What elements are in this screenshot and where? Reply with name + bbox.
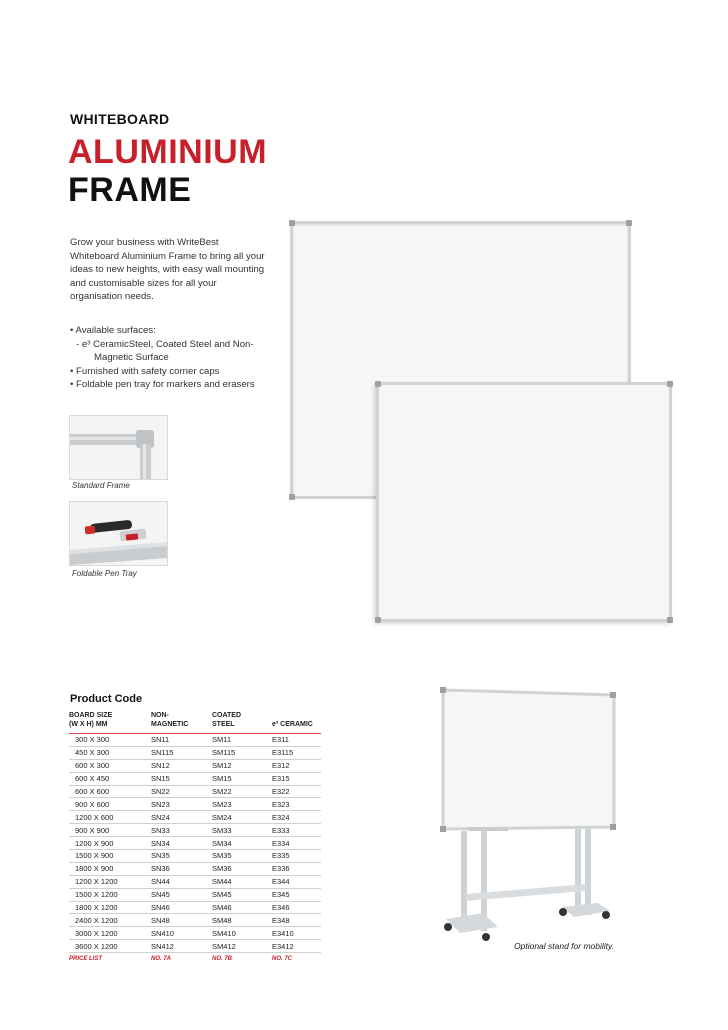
cell-non-magnetic: SN35 <box>151 850 212 863</box>
cell-coated-steel: SM46 <box>212 901 272 914</box>
cell-ceramic: E334 <box>272 837 321 850</box>
price-list-nonmag: NO. 7A <box>151 956 172 963</box>
cell-non-magnetic: SN410 <box>151 927 212 940</box>
cell-coated-steel: SM45 <box>212 888 272 901</box>
cell-board-size: 600 X 300 <box>69 759 151 772</box>
cell-non-magnetic: SN23 <box>151 798 212 811</box>
cell-ceramic: E346 <box>272 901 321 914</box>
feature-subitem: Magnetic Surface <box>94 352 169 363</box>
cell-ceramic: E344 <box>272 875 321 888</box>
table-row <box>69 824 321 837</box>
cell-non-magnetic: SN15 <box>151 772 212 785</box>
cell-board-size: 1800 X 900 <box>69 862 151 875</box>
table-row <box>69 914 321 927</box>
cell-board-size: 900 X 900 <box>69 824 151 837</box>
header-non-magnetic: NON- MAGNETIC <box>151 712 212 734</box>
cell-non-magnetic: SN34 <box>151 837 212 850</box>
cell-board-size: 1500 X 900 <box>69 850 151 863</box>
price-list-label: PRICE LIST <box>69 956 103 963</box>
cell-non-magnetic: SN36 <box>151 862 212 875</box>
cell-coated-steel: SM36 <box>212 862 272 875</box>
page-title-red: ALUMINIUM <box>68 133 268 171</box>
standard-frame-image <box>69 415 168 480</box>
cell-coated-steel: SM35 <box>212 850 272 863</box>
cell-coated-steel: SM34 <box>212 837 272 850</box>
table-row <box>69 785 321 798</box>
cell-non-magnetic: SN48 <box>151 914 212 927</box>
cell-board-size: 2400 X 1200 <box>69 914 151 927</box>
cell-board-size: 1800 X 1200 <box>69 901 151 914</box>
cell-board-size: 900 X 600 <box>69 798 151 811</box>
cell-board-size: 1200 X 1200 <box>69 875 151 888</box>
cell-non-magnetic: SN12 <box>151 759 212 772</box>
cell-ceramic: E323 <box>272 798 321 811</box>
table-row <box>69 746 321 759</box>
cell-ceramic: E333 <box>272 824 321 837</box>
cell-ceramic: E315 <box>272 772 321 785</box>
cell-coated-steel: SM22 <box>212 785 272 798</box>
cell-board-size: 600 X 450 <box>69 772 151 785</box>
standard-frame-caption: Standard Frame <box>72 481 130 490</box>
cell-ceramic: E324 <box>272 811 321 824</box>
feature-item: • Foldable pen tray for markers and erasers <box>70 379 255 390</box>
table-row <box>69 759 321 772</box>
cell-coated-steel: SM115 <box>212 746 272 759</box>
cell-non-magnetic: SN45 <box>151 888 212 901</box>
table-row <box>69 811 321 824</box>
cell-ceramic: E311 <box>272 734 321 747</box>
cell-board-size: 300 X 300 <box>69 734 151 747</box>
cell-coated-steel: SM11 <box>212 734 272 747</box>
feature-item: • Available surfaces: <box>70 325 156 336</box>
cell-board-size: 3000 X 1200 <box>69 927 151 940</box>
header-ceramic: e³ CERAMIC <box>272 712 321 734</box>
cell-ceramic: E312 <box>272 759 321 772</box>
table-row <box>69 850 321 863</box>
stand-caption: Optional stand for mobility. <box>514 941 614 951</box>
cell-ceramic: E322 <box>272 785 321 798</box>
cell-board-size: 3600 X 1200 <box>69 940 151 953</box>
cell-ceramic: E348 <box>272 914 321 927</box>
table-row <box>69 875 321 888</box>
cell-ceramic: E3412 <box>272 940 321 953</box>
table-row <box>69 734 321 747</box>
pen-tray-image <box>69 501 168 566</box>
cell-ceramic: E335 <box>272 850 321 863</box>
header-coated-steel: COATED STEEL <box>212 712 272 734</box>
feature-item: • Furnished with safety corner caps <box>70 365 220 377</box>
cell-ceramic: E336 <box>272 862 321 875</box>
product-code-title: Product Code <box>70 693 143 705</box>
cell-coated-steel: SM410 <box>212 927 272 940</box>
table-row <box>69 888 321 901</box>
cell-board-size: 450 X 300 <box>69 746 151 759</box>
cell-non-magnetic: SN412 <box>151 940 212 953</box>
cell-coated-steel: SM412 <box>212 940 272 953</box>
page-title-black: FRAME <box>68 171 192 209</box>
cell-coated-steel: SM48 <box>212 914 272 927</box>
price-list-coated: NO. 7B <box>212 956 233 963</box>
whiteboard-front-image <box>376 382 672 622</box>
cell-coated-steel: SM23 <box>212 798 272 811</box>
cell-board-size: 600 X 600 <box>69 785 151 798</box>
table-row <box>69 772 321 785</box>
cell-ceramic: E3410 <box>272 927 321 940</box>
cell-non-magnetic: SN11 <box>151 734 212 747</box>
header-board-size: BOARD SIZE (W X H) MM <box>69 712 151 734</box>
intro-paragraph: Grow your business with WriteBest Whiteboard Aluminium Frame to bring all your ideas to new heights, with easy wall mounting and customisable sizes for all your organisation needs. <box>70 237 265 302</box>
price-list-row <box>69 953 321 966</box>
feature-subitem: - e³ CeramicSteel, Coated Steel and Non- <box>76 338 254 350</box>
cell-board-size: 1200 X 900 <box>69 837 151 850</box>
cell-non-magnetic: SN22 <box>151 785 212 798</box>
cell-coated-steel: SM33 <box>212 824 272 837</box>
cell-ceramic: E3115 <box>272 746 321 759</box>
cell-board-size: 1200 X 600 <box>69 811 151 824</box>
kicker-label: WHITEBOARD <box>70 111 170 127</box>
price-list-ceramic: NO. 7C <box>272 956 293 963</box>
cell-non-magnetic: SN33 <box>151 824 212 837</box>
cell-coated-steel: SM15 <box>212 772 272 785</box>
table-row <box>69 901 321 914</box>
pen-tray-caption: Foldable Pen Tray <box>72 569 137 578</box>
table-row <box>69 940 321 953</box>
feature-list <box>70 324 275 392</box>
table-row <box>69 798 321 811</box>
cell-non-magnetic: SN46 <box>151 901 212 914</box>
table-header-row <box>69 712 321 734</box>
mobile-stand-image <box>438 687 618 945</box>
cell-coated-steel: SM12 <box>212 759 272 772</box>
cell-non-magnetic: SN44 <box>151 875 212 888</box>
cell-ceramic: E345 <box>272 888 321 901</box>
table-row <box>69 862 321 875</box>
table-row <box>69 837 321 850</box>
table-row <box>69 927 321 940</box>
cell-board-size: 1500 X 1200 <box>69 888 151 901</box>
cell-non-magnetic: SN115 <box>151 746 212 759</box>
product-code-table <box>69 712 321 965</box>
cell-coated-steel: SM44 <box>212 875 272 888</box>
cell-non-magnetic: SN24 <box>151 811 212 824</box>
cell-coated-steel: SM24 <box>212 811 272 824</box>
